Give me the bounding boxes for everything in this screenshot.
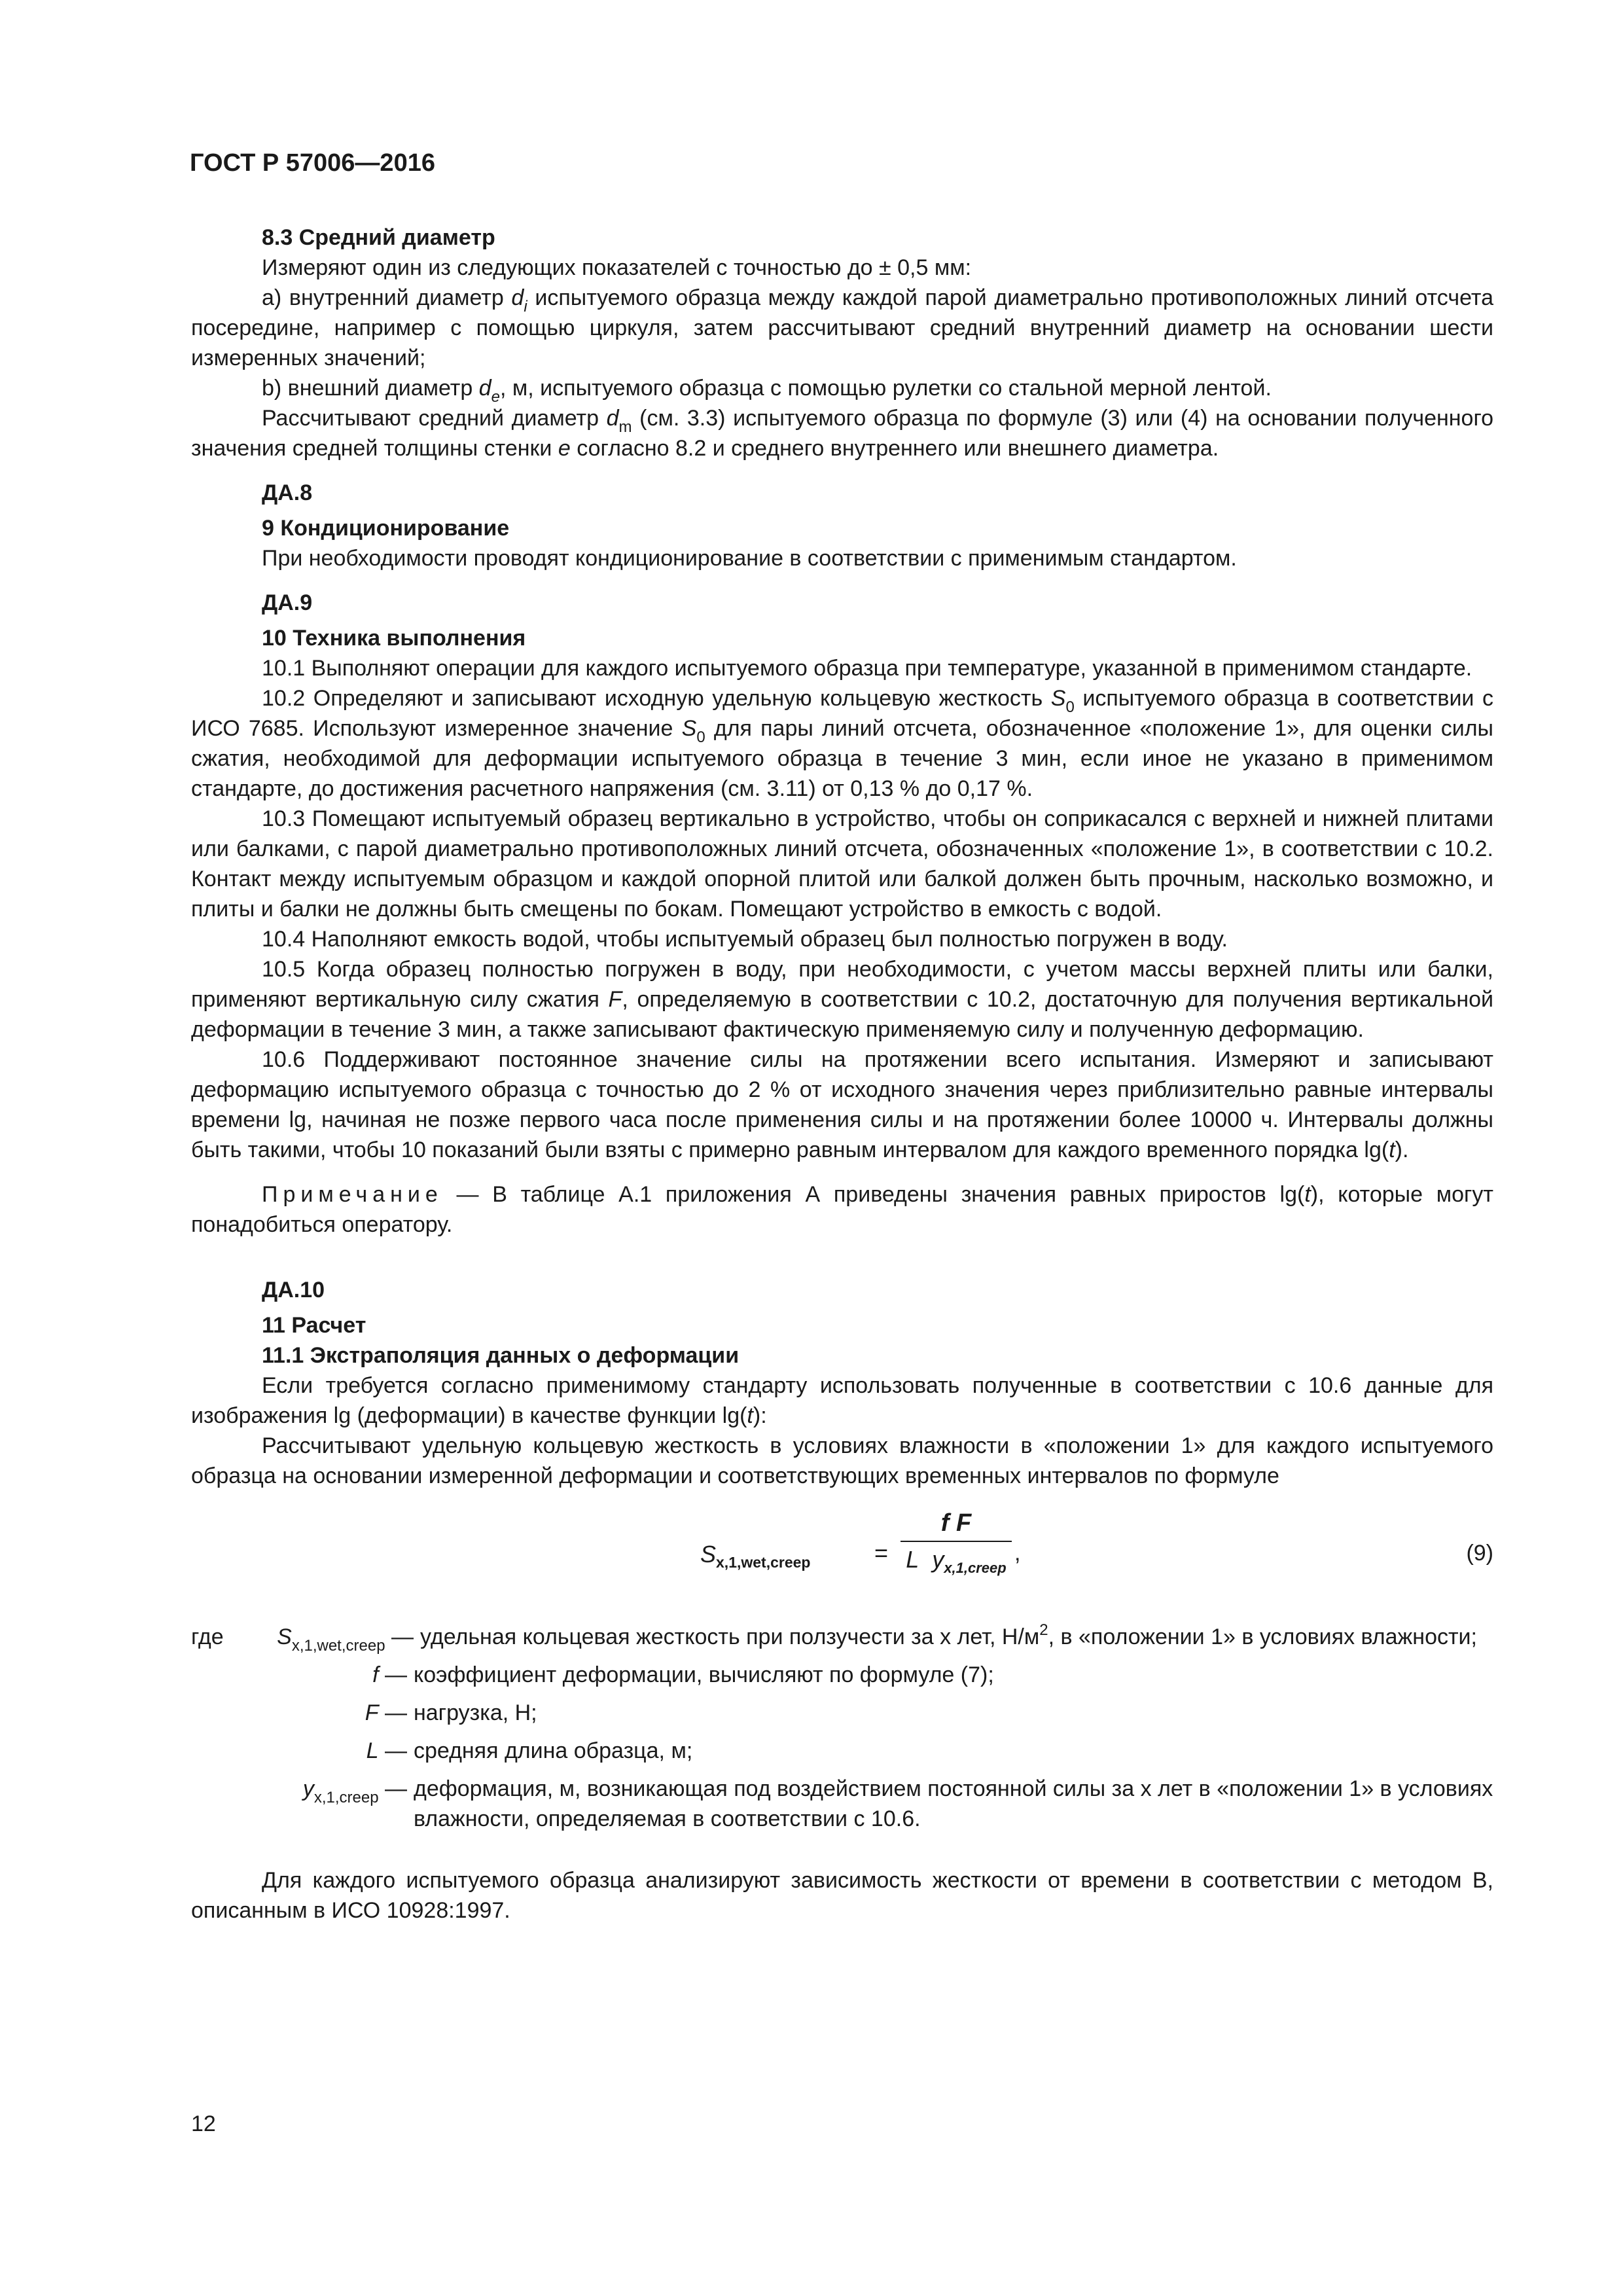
section-11-1-title: 11.1 Экстраполяция данных о деформации (262, 1343, 740, 1368)
section-8-3-title: 8.3 Средний диаметр (262, 225, 495, 250)
mean-diameter-calc: Рассчитывают средний диаметр $d_m$ (см. 3.3) испытуемого образца по формуле (3) или (4) на основании полученного значения средней толщины стенки e согласно 8.2 и среднего внутреннего или внешнего диаметра. (191, 406, 1494, 461)
da9-label: ДА.9 (262, 590, 313, 615)
da10-label: ДА.10 (262, 1278, 325, 1302)
para-11-1-a: Если требуется согласно применимому стандарту использовать полученные в соответствии с 10.6 данные для изображения lg (деформации) в качестве функции lg(t): (191, 1373, 1493, 1428)
closing-paragraph: Для каждого испытуемого образца анализируют зависимость жесткости от времени в соответствии с методом В, описанным в ИСО 10928:1997. (191, 1868, 1493, 1923)
formula-comma: , (1014, 1541, 1021, 1566)
def-s: где $S_{x,1,wet,creep}$ — удельная кольцевая жесткость при ползучести за x лет, $Н/м^2$, в «положении 1» в условиях влажности; (191, 1621, 1477, 1655)
formula-lhs: $S_{x,1,wet,creep}$ (700, 1541, 811, 1571)
para-10-3: 10.3 Помещают испытуемый образец вертикально в устройство, чтобы он соприкасался с верхней и нижней плитами или балками, с парой диаметрально противоположных линий отсчета, обозначенных «положение 1», в соответствии с 10.2. Контакт между испытуемым образцом и каждой опорной плитой или балкой должен быть прочным, насколько возможно, и плиты и балки не должны быть смещены по бокам. Помещают устройство в емкость с водой. (191, 806, 1493, 922)
da8-label: ДА.8 (262, 480, 313, 505)
formula-number: (9) (1466, 1541, 1493, 1566)
item-b: b) внешний диаметр $d_e$, м, испытуемого образца с помощью рулетки со стальной мерной лентой. (262, 376, 1272, 406)
para-10-6: 10.6 Поддерживают постоянное значение силы на протяжении всего испытания. Измеряют и записывают деформацию испытуемого образца с точностью до 2 % от исходного значения через приблизительно равные интервалы времени lg, начиная не позже первого часа после применения силы и на протяжении более 10000 ч. Интервалы должны быть такими, чтобы 10 показаний были взяты с примерно равным интервалом для каждого временного порядка lg(t). (191, 1047, 1493, 1162)
para-11-1-b: Рассчитывают удельную кольцевую жесткость в условиях влажности в «положении 1» для каждого испытуемого образца на основании измеренной деформации и соответствующих временных интервалов по формуле (191, 1433, 1493, 1488)
def-y: $y_{x,1,creep}$ — деформация, м, возникающая под воздействием постоянной силы за x лет в «положении 1» в условиях влажности, определяемая в соответствии с 10.6. (302, 1776, 1493, 1831)
fraction-bar (901, 1541, 1012, 1542)
para-10-2: 10.2 Определяют и записывают исходную удельную кольцевую жесткость $S_0$ испытуемого образца в соответствии с ИСО 7685. Используют измеренное значение $S_0$ для пары линий отсчета, обозначенное «положение 1», для оценки силы сжатия, необходимой для деформации испытуемого образца в течение 3 мин, если иное не указано в применимом стандарте, до достижения расчетного напряжения (см. 3.11) от 0,13 % до 0,17 %. (191, 686, 1493, 801)
symbol-definitions (191, 1622, 1493, 1834)
para-10-5: 10.5 Когда образец полностью погружен в воду, при необходимости, с учетом массы верхней плиты или балки, применяют вертикальную силу сжатия F, определяемую в соответствии с 10.2, достаточную для получения вертикальной деформации в течение 3 мин, а также записывают фактическую применяемую силу и полученную деформацию. (191, 957, 1493, 1042)
page-body (191, 223, 1493, 1926)
def-F: F — нагрузка, Н; (365, 1700, 537, 1725)
section-9-text: При необходимости проводят кондиционирование в соответствии с применимым стандартом. (262, 546, 1237, 571)
section-10-title: 10 Техника выполнения (262, 626, 526, 651)
para-10-1: 10.1 Выполняют операции для каждого испытуемого образца при температуре, указанной в применимом стандарте. (262, 656, 1472, 681)
para-10-4: 10.4 Наполняют емкость водой, чтобы испытуемый образец был полностью погружен в воду. (262, 927, 1228, 952)
section-11-title: 11 Расчет (262, 1313, 366, 1338)
document-id: ГОСТ Р 57006—2016 (190, 149, 435, 177)
page-number: 12 (191, 2111, 216, 2136)
note: Примечание — В таблице А.1 приложения А приведены значения равных приростов lg(t), которые могут понадобиться оператору. (191, 1182, 1493, 1237)
item-a: а) внутренний диаметр $d_i$ испытуемого образца между каждой парой диаметрально противоположных линий отсчета посередине, например с помощью циркуля, затем рассчитывают средний внутренний диаметр на основании шести измеренных значений; (191, 285, 1493, 370)
formula-fraction (901, 1508, 1012, 1583)
section-8-3-intro: Измеряют один из следующих показателей с точностью до ± 0,5 мм: (262, 255, 972, 280)
formula-numerator: f F (940, 1509, 972, 1537)
formula-9 (191, 1508, 1493, 1606)
def-L: L — средняя длина образца, м; (366, 1738, 693, 1763)
section-9-title: 9 Кондиционирование (262, 516, 510, 541)
def-f: f — коэффициент деформации, вычисляют по формуле (7); (372, 1662, 994, 1687)
formula-denominator: L $y_{x,1,creep}$ (906, 1546, 1007, 1577)
formula-equals: = (874, 1539, 889, 1566)
